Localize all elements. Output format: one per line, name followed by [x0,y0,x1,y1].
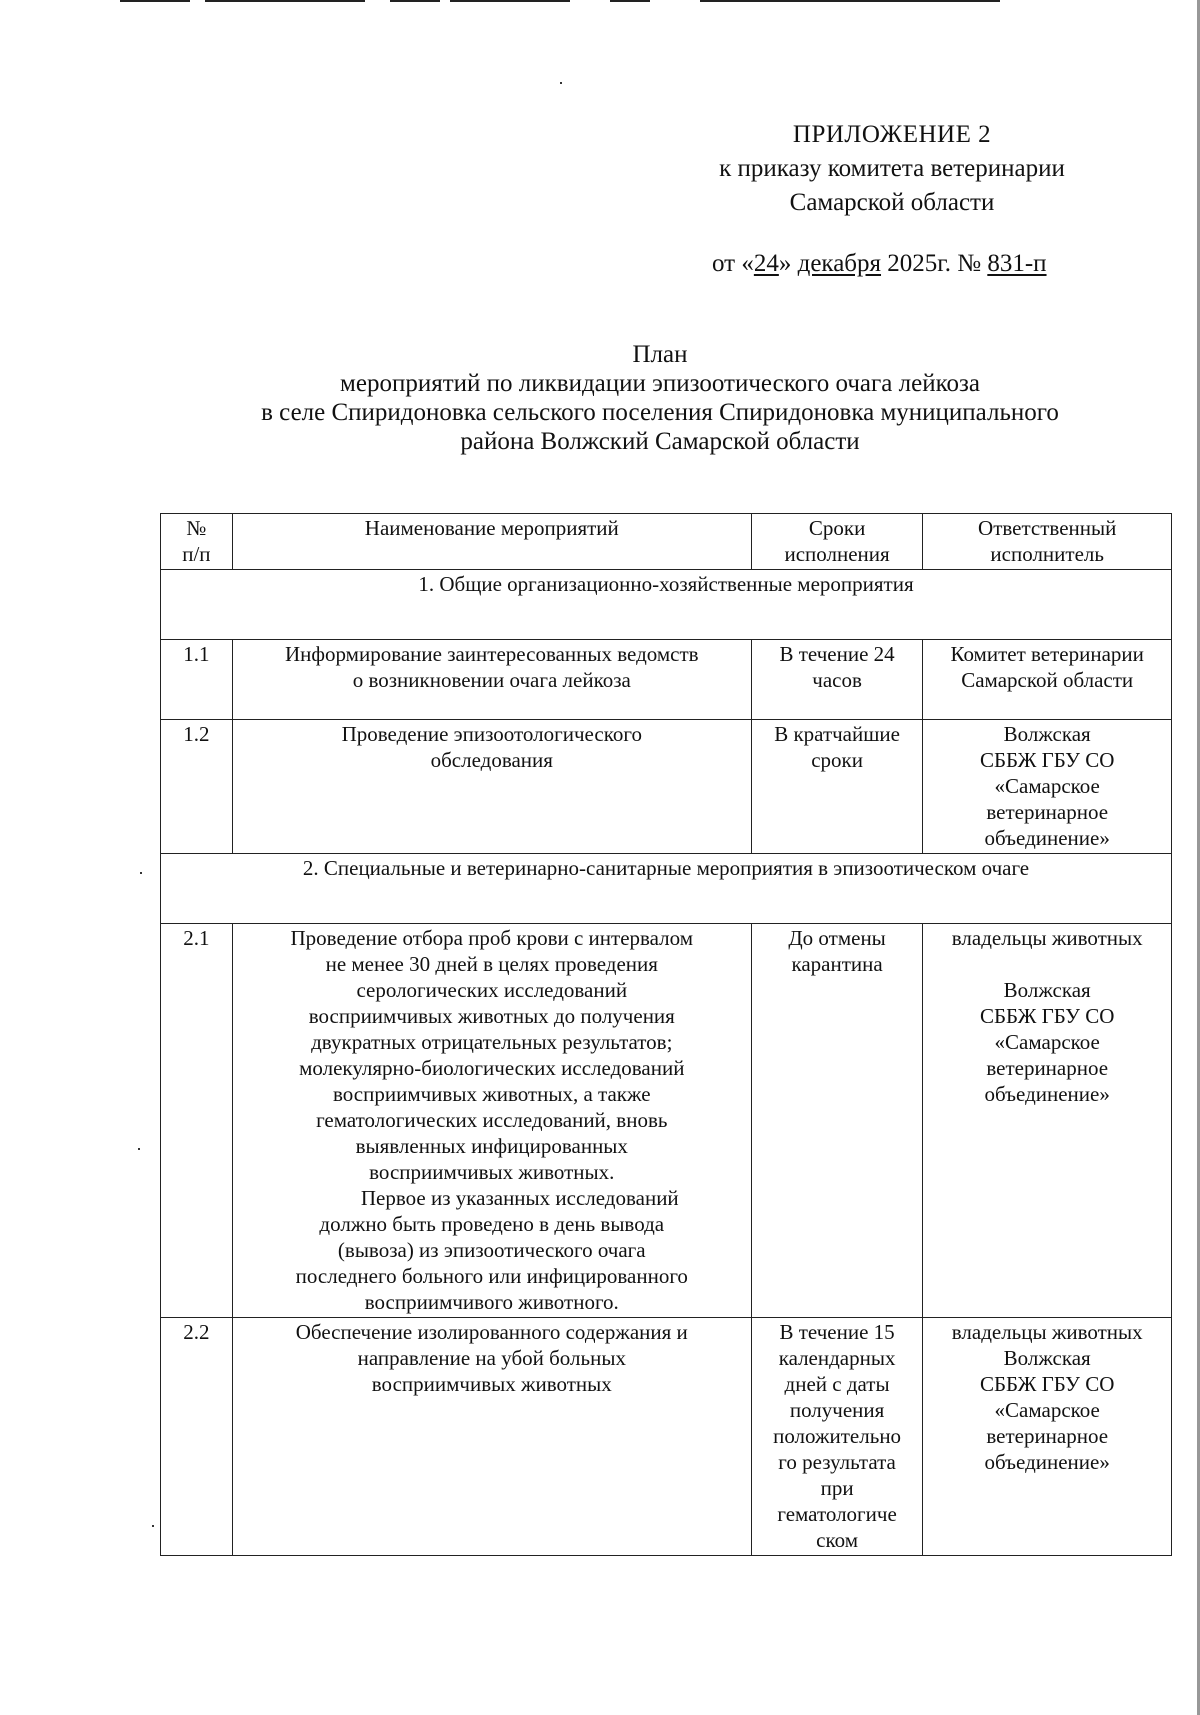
row-term-line: В кратчайшие [774,722,900,746]
row-responsible [923,924,1172,1318]
row-term-line: гематологиче [777,1502,897,1526]
scan-artifact-top [0,0,1200,4]
row-name-line: восприимчивых животных, а также [333,1082,651,1106]
order-prefix: от « [712,250,754,277]
table-header-row [161,514,1172,570]
row-responsible-line: «Самарское [994,1398,1100,1422]
plan-subtitle-line: мероприятий по ликвидации эпизоотического очага лейкоза [340,370,980,397]
row-responsible [923,720,1172,854]
row-name-line: Проведение эпизоотологического [341,722,642,746]
header-responsible [923,514,1172,570]
row-term [751,1318,923,1556]
row-term-line: В течение 15 [779,1320,895,1344]
scan-speck [138,1148,140,1150]
row-name-line: восприимчивых животных. [369,1160,615,1184]
section-2-title: 2. Специальные и ветеринарно-санитарные мероприятия в эпизоотическом очаге [161,854,1172,924]
row-name-line: гематологических исследований, вновь [316,1108,668,1132]
order-reference [712,250,1047,278]
row-responsible-line: Самарской области [961,668,1134,692]
header-responsible-line: исполнитель [990,542,1104,566]
row-term-line: До отмены [788,926,886,950]
row-term-line: получения [789,1398,885,1422]
table-row [161,924,1172,1318]
row-name-line-indented [239,1185,745,1211]
row-num: 1.2 [161,720,233,854]
row-name-line: молекулярно-биологических исследований [299,1056,685,1080]
row-name-line: направление на убой больных [357,1346,626,1370]
row-responsible-line: Волжская [1003,722,1091,746]
row-name-line: о возникновении очага лейкоза [352,668,631,692]
row-responsible-line: СББЖ ГБУ СО [979,748,1115,772]
row-name-line: обследования [430,748,553,772]
plan-subtitle-line: района Волжский Самарской области [460,428,860,455]
row-name [232,924,751,1318]
row-term [751,640,923,720]
plan-table [160,513,1172,1556]
row-responsible-line: ветеринарное [986,1056,1109,1080]
order-year: 2025г. № [881,250,988,277]
section-row [161,854,1172,924]
row-term-line: ском [816,1528,859,1552]
appendix-block [682,118,1102,220]
appendix-title: ПРИЛОЖЕНИЕ 2 [792,121,992,148]
row-responsible-line: владельцы животных [951,926,1143,950]
row-term [751,924,923,1318]
header-num-line: п/п [182,542,211,566]
row-responsible-line: владельцы животных [951,1320,1143,1344]
row-name-line: Обеспечение изолированного содержания и [295,1320,688,1344]
spacer [929,951,1165,977]
row-responsible-line: СББЖ ГБУ СО [979,1004,1115,1028]
row-term-line: го результата [778,1450,896,1474]
row-name [232,720,751,854]
header-num [161,514,233,570]
row-responsible-line: «Самарское [994,774,1100,798]
row-responsible-line: Волжская [1003,1346,1091,1370]
row-term-line: положительно [773,1424,902,1448]
row-term-line: при [820,1476,854,1500]
scan-speck [560,82,562,84]
scan-speck [152,1525,154,1527]
header-term-line: Сроки [808,516,866,540]
header-num-line: № [186,516,207,540]
row-responsible-line: объединение» [984,826,1110,850]
row-term-line: часов [812,668,862,692]
row-name [232,1318,751,1556]
row-name-line: должно быть проведено в день вывода [319,1212,665,1236]
row-name-line: восприимчивых животных [371,1372,612,1396]
header-responsible-line: Ответственный [978,516,1117,540]
row-responsible-line: Волжская [1003,978,1091,1002]
row-term-line: календарных [778,1346,896,1370]
plan-subtitle-line: в селе Спиридоновка сельского поселения Спиридоновка муниципального [261,399,1059,426]
row-term-line: дней с даты [784,1372,890,1396]
row-name-line: Первое из указанных исследований [360,1186,679,1210]
row-name-line: не менее 30 дней в целях проведения [325,952,658,976]
row-responsible-line: объединение» [984,1450,1110,1474]
plan-heading [150,340,1170,456]
row-num: 2.1 [161,924,233,1318]
header-name [232,514,751,570]
row-responsible-line: ветеринарное [986,800,1109,824]
appendix-line: Самарской области [789,189,995,216]
appendix-line: к приказу комитета ветеринарии [719,155,1065,182]
header-term-line: исполнения [784,542,890,566]
order-month: декабря [797,250,882,277]
header-name-text: Наименование мероприятий [364,516,619,540]
table-row [161,640,1172,720]
order-number: 831-п [987,250,1047,277]
row-term-line: карантина [791,952,883,976]
row-responsible-line: СББЖ ГБУ СО [979,1372,1115,1396]
header-term [751,514,923,570]
row-name-line: (вывоза) из эпизоотического очага [337,1238,646,1262]
row-responsible-line: «Самарское [994,1030,1100,1054]
row-name-line: восприимчивого животного. [364,1290,619,1314]
section-row [161,570,1172,640]
row-name-line: двукратных отрицательных результатов; [311,1030,673,1054]
row-responsible-line: объединение» [984,1082,1110,1106]
row-name-line: выявленных инфицированных [355,1134,628,1158]
order-day: 24 [753,250,779,277]
row-term-line: сроки [811,748,863,772]
row-term-line: В течение 24 [779,642,895,666]
table-row [161,1318,1172,1556]
scan-speck [140,872,142,874]
row-term [751,720,923,854]
row-name-line: восприимчивых животных до получения [308,1004,675,1028]
row-num: 2.2 [161,1318,233,1556]
section-1-title: 1. Общие организационно-хозяйственные мероприятия [161,570,1172,640]
plan-title: План [632,341,688,368]
row-responsible-line: ветеринарное [986,1424,1109,1448]
row-name-line: серологических исследований [356,978,628,1002]
row-num: 1.1 [161,640,233,720]
row-responsible [923,1318,1172,1556]
row-name-line: Информирование заинтересованных ведомств [284,642,699,666]
row-responsible-line: Комитет ветеринарии [950,642,1144,666]
order-separator: » [778,250,798,277]
row-name [232,640,751,720]
row-name-line: Проведение отбора проб крови с интервалом [290,926,694,950]
row-name-line: последнего больного или инфицированного [295,1264,688,1288]
table-row [161,720,1172,854]
row-responsible [923,640,1172,720]
